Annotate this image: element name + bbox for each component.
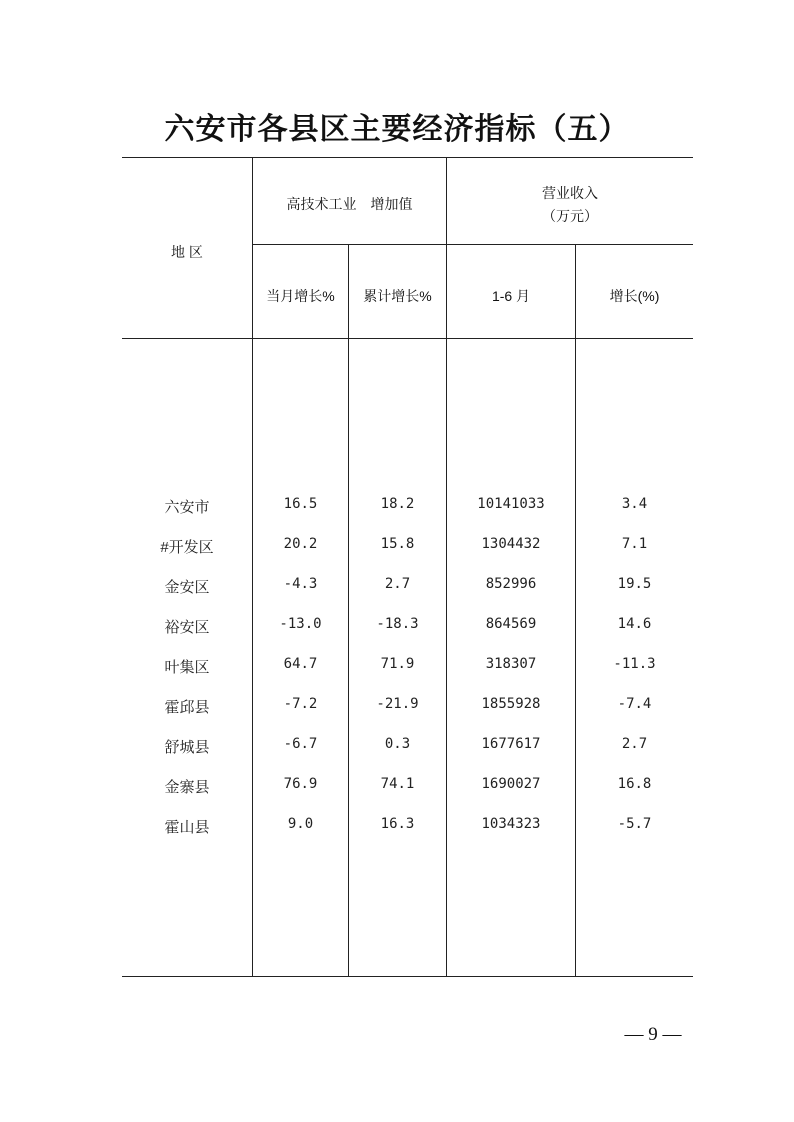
growth-cell: 3.4 — [621, 496, 648, 512]
header-bottom-border — [122, 338, 693, 339]
revenue-cell: 852996 — [485, 576, 537, 592]
header-region: 地 区 — [171, 244, 203, 260]
month-growth-cell: 64.7 — [283, 656, 318, 672]
revenue-cell: 1304432 — [481, 536, 541, 552]
table-bottom-border — [122, 976, 693, 977]
region-cell: 金寨县 — [164, 779, 210, 796]
growth-cell: 7.1 — [621, 536, 648, 552]
table-top-border — [122, 157, 693, 158]
growth-cell: -7.4 — [617, 696, 652, 712]
month-growth-cell: -6.7 — [283, 736, 318, 752]
region-cell: 霍山县 — [164, 819, 210, 836]
header-month-growth: 当月增长% — [266, 288, 335, 304]
region-cell: 金安区 — [164, 579, 210, 596]
cumulative-growth-cell: 71.9 — [380, 656, 415, 672]
column-divider-4 — [575, 244, 576, 977]
month-growth-cell: -13.0 — [279, 616, 322, 632]
growth-cell: 14.6 — [617, 616, 652, 632]
header-divider — [253, 244, 693, 245]
region-cell: #开发区 — [160, 539, 214, 556]
cumulative-growth-cell: -21.9 — [376, 696, 419, 712]
month-growth-cell: 16.5 — [283, 496, 318, 512]
header-growth: 增长(%) — [609, 288, 660, 304]
page-title: 六安市各县区主要经济指标（五） — [164, 112, 630, 147]
cumulative-growth-cell: -18.3 — [376, 616, 419, 632]
header-high-tech-group: 高技术工业 增加值 — [286, 196, 413, 212]
cumulative-growth-cell: 15.8 — [380, 536, 415, 552]
revenue-cell: 1690027 — [481, 776, 541, 792]
growth-cell: 2.7 — [621, 736, 648, 752]
revenue-cell: 864569 — [485, 616, 537, 632]
revenue-cell: 10141033 — [477, 496, 545, 512]
cumulative-growth-cell: 16.3 — [380, 816, 415, 832]
month-growth-cell: -4.3 — [283, 576, 318, 592]
cumulative-growth-cell: 2.7 — [384, 576, 411, 592]
column-divider-1 — [252, 157, 253, 977]
header-period: 1-6 月 — [491, 288, 531, 304]
month-growth-cell: -7.2 — [283, 696, 318, 712]
region-cell: 叶集区 — [164, 659, 210, 676]
revenue-cell: 1034323 — [481, 816, 541, 832]
month-growth-cell: 9.0 — [287, 816, 314, 832]
cumulative-growth-cell: 0.3 — [384, 736, 411, 752]
cumulative-growth-cell: 18.2 — [380, 496, 415, 512]
header-cumulative-growth: 累计增长% — [363, 288, 432, 304]
cumulative-growth-cell: 74.1 — [380, 776, 415, 792]
page-number: — 9 — — [624, 1024, 682, 1045]
growth-cell: 16.8 — [617, 776, 652, 792]
growth-cell: 19.5 — [617, 576, 652, 592]
revenue-cell: 1855928 — [481, 696, 541, 712]
revenue-cell: 318307 — [485, 656, 537, 672]
growth-cell: -11.3 — [613, 656, 656, 672]
header-revenue-line1: 营业收入 — [542, 185, 598, 201]
region-cell: 裕安区 — [164, 619, 210, 636]
header-revenue-line2: （万元） — [542, 208, 598, 224]
region-cell: 舒城县 — [164, 739, 210, 756]
month-growth-cell: 76.9 — [283, 776, 318, 792]
growth-cell: -5.7 — [617, 816, 652, 832]
month-growth-cell: 20.2 — [283, 536, 318, 552]
region-cell: 霍邱县 — [164, 699, 210, 716]
column-divider-3 — [446, 157, 447, 977]
column-divider-2 — [348, 244, 349, 977]
revenue-cell: 1677617 — [481, 736, 541, 752]
region-cell: 六安市 — [164, 499, 210, 516]
